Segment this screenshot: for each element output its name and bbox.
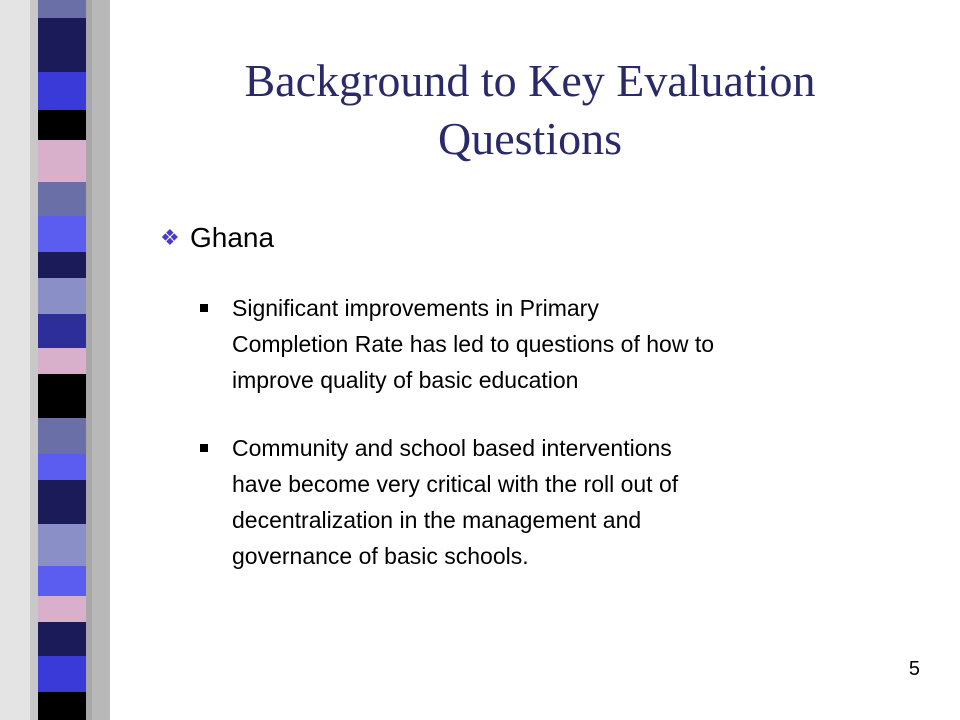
slide-title — [150, 52, 910, 168]
sub-bullet-2 — [200, 430, 720, 574]
sub-bullet-1 — [200, 290, 720, 398]
level1-text: Ghana — [190, 222, 275, 253]
level1-bullet — [160, 222, 274, 254]
slide-title-line-1: Background to Key Evaluation — [244, 55, 816, 106]
square-bullet-icon — [200, 444, 208, 452]
square-bullet-icon — [200, 304, 208, 312]
slide-title-line-2: Questions — [438, 113, 622, 164]
sub-bullet-text: Community and school based interventions have become very critical with the roll out of decentralization in the management and governance of basic schools. — [232, 435, 679, 569]
diamond-bullet-icon: ❖ — [160, 225, 180, 250]
decorative-left-strip — [0, 0, 110, 720]
slide-number: 5 — [908, 658, 920, 680]
sub-bullet-text: Significant improvements in Primary Completion Rate has led to questions of how to improve quality of basic education — [232, 295, 715, 393]
